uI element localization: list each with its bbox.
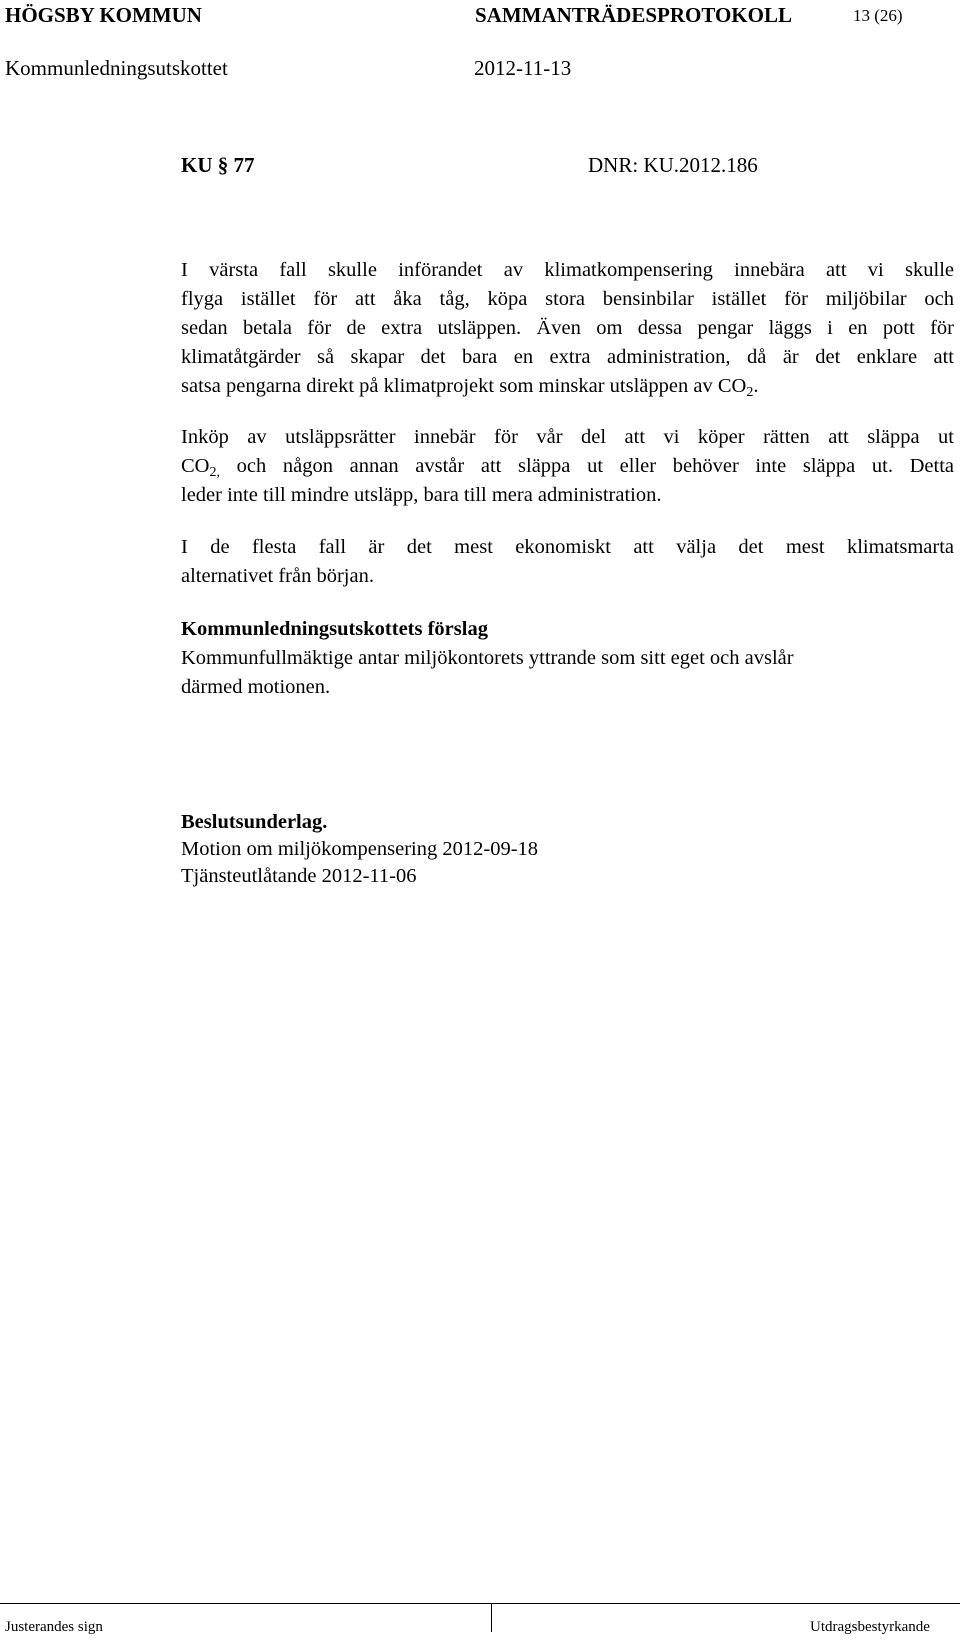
paragraph-line: I värsta fall skulle införandet av klimatkompensering innebära att vi skulle	[181, 259, 954, 281]
basis-item: Tjänsteutlåtande 2012-11-06	[181, 865, 417, 887]
paragraph-line	[181, 372, 954, 401]
text-fragment: satsa pengarna direkt på klimatprojekt som minskar utsläppen av CO	[181, 375, 747, 397]
footer-sign-label: Justerandes sign	[5, 1619, 103, 1635]
text-fragment: CO	[181, 455, 210, 477]
paragraph-2	[181, 423, 954, 510]
proposal-line: därmed motionen.	[181, 676, 331, 698]
footer-divider	[491, 1604, 492, 1632]
paragraph-line: sedan betala för de extra utsläppen. Även om dessa pengar läggs i en pott för	[181, 317, 954, 339]
meeting-date: 2012-11-13	[474, 56, 572, 80]
paragraph-line: alternativet från början.	[181, 565, 374, 587]
paragraph-id: KU § 77	[181, 153, 255, 177]
basis-section	[181, 809, 954, 890]
paragraph-line	[181, 452, 954, 481]
proposal-line: Kommunfullmäktige antar miljökontorets yttrande som sitt eget och avslår	[181, 647, 794, 669]
paragraph-3	[181, 533, 954, 591]
paragraph-line: flyga istället för att åka tåg, köpa stora bensinbilar istället för miljöbilar och	[181, 288, 954, 310]
proposal-section	[181, 615, 954, 702]
basis-item: Motion om miljökompensering 2012-09-18	[181, 838, 539, 860]
paragraph-line: leder inte till mindre utsläpp, bara till mera administration.	[181, 484, 662, 506]
basis-heading: Beslutsunderlag.	[181, 811, 328, 833]
municipality-name: HÖGSBY KOMMUN	[5, 3, 202, 27]
subscript: 2	[746, 385, 754, 400]
document-type: SAMMANTRÄDESPROTOKOLL	[475, 3, 792, 27]
footer-certify-label: Utdragsbestyrkande	[810, 1619, 930, 1635]
paragraph-line: klimatåtgärder så skapar det bara en extra administration, då är det enklare att	[181, 346, 954, 368]
diary-number: DNR: KU.2012.186	[588, 153, 758, 177]
footer-rule	[0, 1603, 960, 1604]
text-fragment: .	[753, 375, 759, 397]
text-fragment: och någon annan avstår att släppa ut eller behöver inte släppa ut. Detta	[219, 455, 954, 477]
committee-name: Kommunledningsutskottet	[5, 56, 228, 80]
subscript: 2,	[209, 465, 220, 480]
paragraph-1	[181, 256, 954, 401]
paragraph-line: I de flesta fall är det mest ekonomiskt att välja det mest klimatsmarta	[181, 536, 954, 558]
page-number: 13 (26)	[853, 6, 903, 25]
paragraph-line: Inköp av utsläppsrätter innebär för vår del att vi köper rätten att släppa ut	[181, 426, 954, 448]
proposal-heading: Kommunledningsutskottets förslag	[181, 618, 488, 640]
